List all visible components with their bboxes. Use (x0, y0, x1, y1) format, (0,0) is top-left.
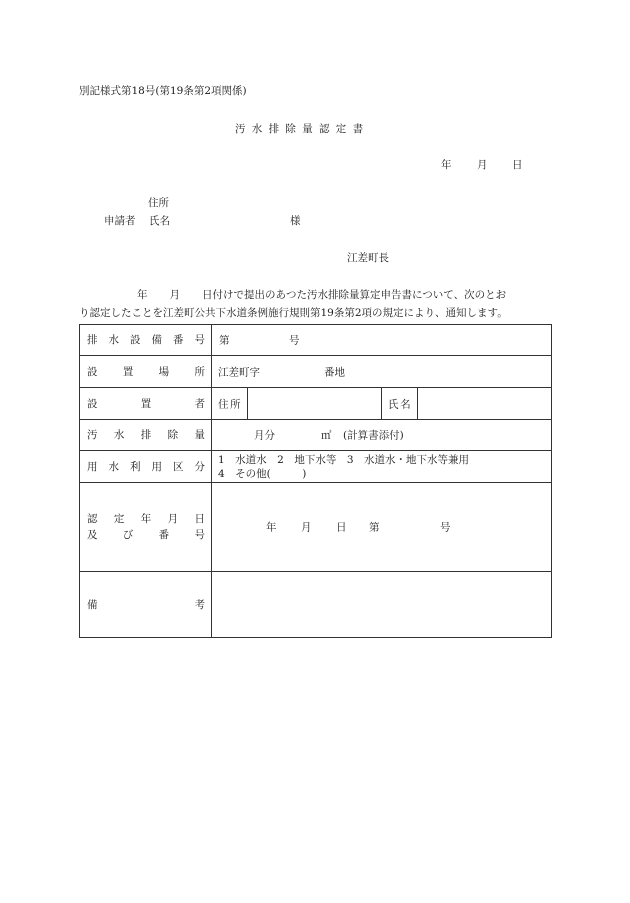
usage-label-cell (80, 451, 212, 482)
table-row-location (80, 356, 551, 388)
cert-label-line-1: 認定年月日 (87, 513, 205, 525)
applicant-name-label: 氏名 (149, 215, 170, 227)
table-row-discharge (80, 420, 551, 451)
discharge-label: 汚水排除量 (87, 429, 205, 441)
installer-name-label-cell (382, 388, 418, 419)
document-title: 汚水排除量認定書 (235, 123, 370, 135)
drain-number-value-cell (212, 325, 551, 355)
location-value-cell (212, 356, 551, 387)
cert-day: 日 (336, 521, 347, 534)
remarks-label-cell (80, 572, 212, 637)
cert-label-line-2: 及び番号 (87, 529, 205, 541)
usage-label: 用水利用区分 (87, 460, 205, 473)
discharge-label-cell (80, 420, 212, 450)
discharge-value-cell (212, 420, 551, 450)
drain-number-prefix: 第 (219, 334, 230, 347)
cert-number-prefix: 第 (369, 521, 380, 534)
installer-name-field[interactable] (418, 388, 551, 419)
usage-options-line-2: 4 その他( ) (218, 467, 307, 480)
location-lot: 番地 (324, 366, 345, 378)
location-town: 江差町字 (218, 366, 260, 378)
table-row-installer (80, 388, 551, 420)
table-row-drain-number (80, 325, 551, 356)
cert-month: 月 (301, 521, 312, 534)
applicant-address-label: 住所 (148, 197, 169, 209)
form-number: 別記様式第18号(第19条第2項関係) (79, 85, 247, 97)
remarks-field[interactable] (212, 572, 551, 637)
remarks-label: 備考 (87, 598, 205, 611)
notice-line-2: り認定したことを江差町公共下水道条例施行規則第19条第2項の規定により、通知します。 (79, 307, 508, 319)
cert-value-cell (212, 483, 551, 571)
issuer: 江差町長 (347, 252, 389, 264)
certification-table (79, 324, 552, 638)
cert-label (87, 511, 205, 543)
installer-address-label-cell (212, 388, 248, 419)
notice-month: 月 (169, 289, 180, 301)
installer-label-cell (80, 388, 212, 419)
table-row-remarks (80, 572, 551, 637)
installer-address-label: 住所 (218, 398, 243, 410)
table-row-water-usage (80, 451, 551, 483)
location-label: 設置場所 (87, 365, 205, 378)
date-month-label: 月 (477, 159, 488, 171)
date-day-label: 日 (512, 159, 523, 171)
installer-value-cell (212, 388, 551, 419)
notice-line-1 (137, 287, 506, 302)
cert-label-cell (80, 483, 212, 571)
applicant-label: 申請者 (104, 215, 136, 227)
discharge-note: (計算書添付) (343, 429, 404, 442)
discharge-per-month: 月分 (254, 429, 275, 442)
drain-number-label: 排水設備番号 (87, 334, 205, 346)
discharge-unit: ㎥ (321, 429, 332, 442)
location-label-cell (80, 356, 212, 387)
installer-label: 設置者 (87, 397, 205, 410)
cert-year: 年 (266, 521, 277, 534)
cert-number-suffix: 号 (440, 521, 451, 534)
installer-address-field[interactable] (248, 388, 382, 419)
usage-options (218, 453, 469, 481)
drain-number-suffix: 号 (289, 334, 300, 347)
installer-name-label: 氏名 (388, 398, 413, 410)
usage-value-cell (212, 451, 551, 482)
notice-year: 年 (137, 289, 148, 301)
usage-options-line-1: 1 水道水 2 地下水等 3 水道水・地下水等兼用 (218, 453, 470, 466)
drain-number-label-cell (80, 325, 212, 355)
date-year-label: 年 (441, 159, 452, 171)
honorific: 様 (290, 215, 301, 227)
notice-text-1: 日付けで提出のあつた汚水排除量算定申告書について、次のとお (202, 289, 507, 301)
table-row-certification (80, 483, 551, 572)
